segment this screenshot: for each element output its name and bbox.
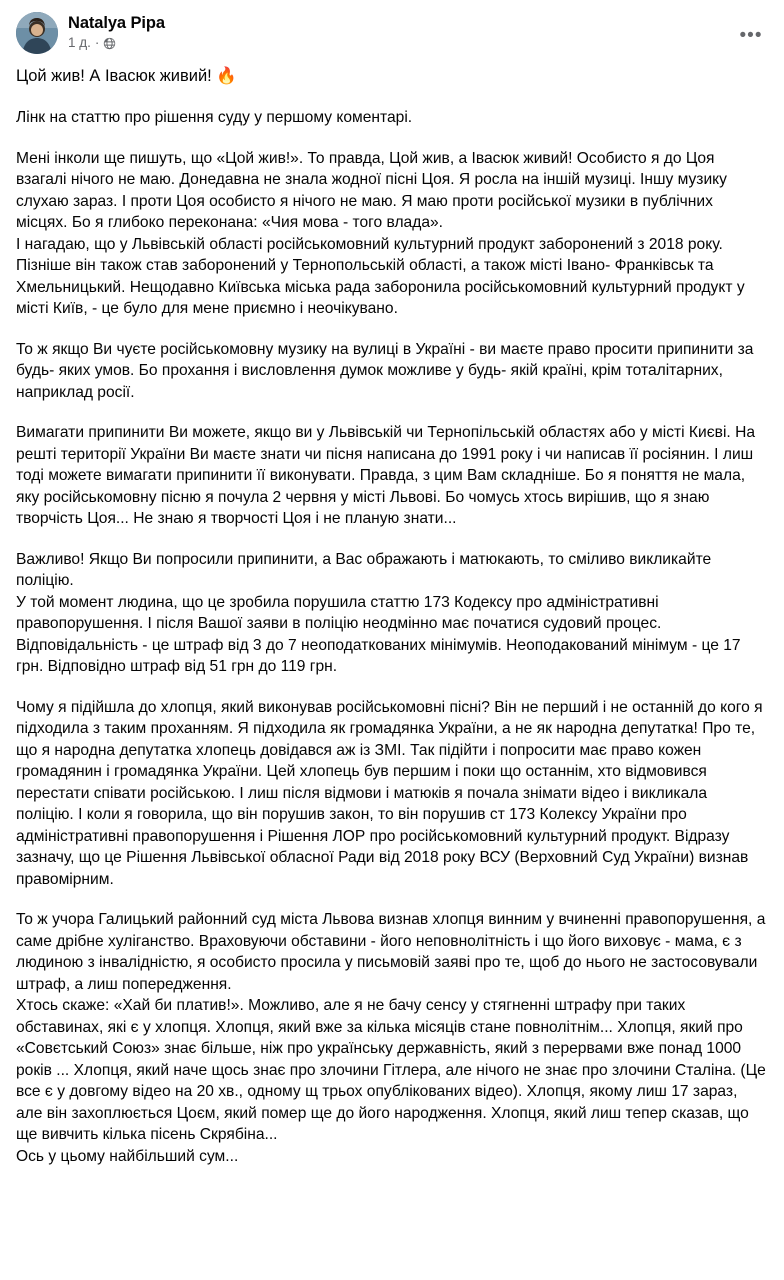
post-author-block — [68, 12, 165, 52]
post-paragraph: Важливо! Якщо Ви попросили припинити, а Вас ображають і матюкають, то сміливо викликайте поліцію. — [16, 550, 712, 589]
post-paragraph: У той момент людина, що це зробила порушила статтю 173 Кодексу про адміністративні правопорушення. І після Вашої заяви в поліцію неодмінно має початися судовий процес. Відповідальність - це штраф від 3 до 7 неоподаткованих мінімумів. Неоподакований мінімум - це 17 грн. Відповідно штраф від 51 грн до 119 грн. — [16, 593, 741, 675]
post-author-name[interactable]: Natalya Pipa — [68, 14, 165, 32]
post-timestamp[interactable]: 1 д. — [68, 35, 91, 50]
post-paragraph: То ж якщо Ви чуєте російськомовну музику на вулиці в Україні - ви маєте право просити припинити за будь- яких умов. Бо прохання і висловлення думок можливе у будь- якій країні, крім тоталітарних, наприклад росії. — [16, 340, 754, 401]
post-paragraph: Вимагати припинити Ви можете, якщо ви у Львівській чи Тернопільській областях або у місті Києві. На решті території України Ви маєте знати чи пісня написана до 1991 року і чи написав її росіянин. І лиш тоді можете вимагати припинити її виконувати. Правда, з цим Вам складніше. Бо я поняття не мала, яку російськомовну пісню я почула 2 червня у місті Львові. Бо чомусь хтось вирішив, що я знаю творчість Цоя... Не знаю я творчості Цоя і не планую знати... — [16, 424, 756, 527]
post-paragraph: Мені інколи ще пишуть, що «Цой жив!». То правда, Цой жив, а Івасюк живий! Особисто я до Цоя взагалі нічого не маю. Донедавна не знала жодної пісні Цоя. Я росла на іншій музиці. Іншу музику слухаю зараз. І проти Цоя особисто я нічого не маю. Я маю проти російської музики в публічних місцях. Бо я глибоко переконана: «Чия мова - того влада». — [16, 149, 727, 231]
globe-icon — [103, 37, 116, 50]
post-paragraph: Чому я підійшла до хлопця, який виконував російськомовні пісні? Він не перший і не останній до кого я підходила з таким проханням. Я підходила як громадянка України, а не як народна депутатка! Про те, що я народна депутатка хлопець довідався аж із ЗМІ. Так підійти і попросити має право кожен громадянин і громадянка України. Цей хлопець був першим і поки що останнім, хто відмовився перестати співати російською. І лиш після відмови і матюків я почала знімати відео і викликала поліцію. І коли я говорила, що він порушив закон, то він порушив ст 173 Колексу України про адміністративні правопорушення і Рішення ЛОР про російськомовний культурний продукт. Відразу зазначу, що це Рішення Львівської обласної Ради від 2018 року ВСУ (Верховний Суд України) визнав правомірним. — [16, 698, 763, 888]
post-paragraph: Лінк на статтю про рішення суду у першому коментарі. — [16, 109, 413, 126]
avatar[interactable] — [16, 12, 58, 54]
meta-separator: · — [94, 35, 100, 50]
post-paragraph: І нагадаю, що у Львівській області російськомовний культурний продукт заборонений з 2018 року. Пізніше він також став заборонений у Тернопольській області, а також місті Івано- Франківськ та Хмельницький. Нещодавно Київська міська рада заборонила російськомовний культурний продукт у місті Київ, - це було для мене приємно і неочікувано. — [16, 235, 745, 317]
post-paragraph: Ось у цьому найбільший сум... — [16, 1147, 239, 1165]
post-paragraph: Цой жив! А Івасюк живий! 🔥 — [16, 67, 237, 85]
post-text — [0, 58, 784, 1177]
post-meta — [68, 34, 165, 52]
more-options-icon[interactable]: ••• — [739, 24, 763, 46]
post-paragraph: Хтось скаже: «Хай би платив!». Можливо, але я не бачу сенсу у стягненні штрафу при таких обставинах, які є у хлопця. Хлопця, який вже за кілька місяців стане повнолітнім... Хлопця, який про «Совєтський Союз» знає більше, ніж про українську державність, який з перервами вже понад 1000 років ... Хлопця, який наче щось знає про злочини Гітлера, але нічого не знає про злочини Сталіна. (Це все є у довгому відео на 20 хв., одному щ трьох опублікованих відео). Хлопця, якому лиш 17 зараз, але він захоплюється Цоєм, який помер ще до його народження. Хлопця, який лиш тепер сказав, що ще вивчить кілька пісень Скрябіна... — [16, 997, 766, 1143]
post-paragraph: То ж учора Галицький районний суд міста Львова визнав хлопця винним у вчиненні правопорушення, а саме дрібне хуліганство. Враховуючи обставини - його неповнолітність і що його виховує - мама, є з людиною з інвалідністю, я особисто просила у письмовій заяві про те, щоб до нього не застосовували штраф, а лиш попередження. — [16, 911, 766, 993]
post-header — [0, 0, 784, 58]
